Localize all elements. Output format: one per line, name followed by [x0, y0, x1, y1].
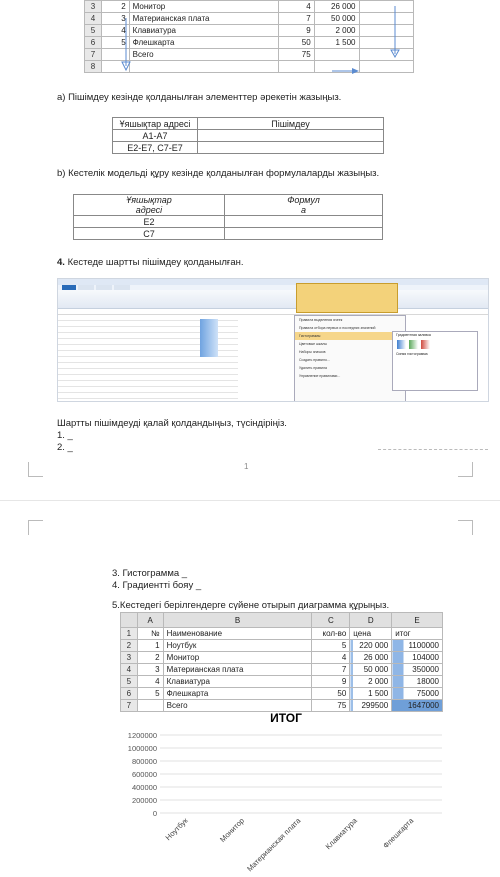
q4-prompt: Шартты пішімдеуді қалай қолдандыңыз, түсіндіріңіз.	[57, 418, 287, 429]
cell-d: цена	[350, 628, 392, 640]
column-header: C	[312, 613, 350, 628]
excel-screenshot	[57, 278, 489, 402]
cell-rn: 3	[85, 1, 102, 13]
cell-c: 50	[312, 688, 350, 700]
cell-e: итог	[392, 628, 443, 640]
table-row	[121, 640, 443, 652]
page-number: 1	[244, 462, 249, 471]
question-4: 4. Кестеде шартты пішімдеу қолданылған.	[57, 257, 244, 268]
cell-b: Монитор	[163, 652, 312, 664]
crop-mark	[458, 462, 473, 477]
item-4: 4. Градиентті бояу _	[112, 580, 202, 591]
table-row	[121, 628, 443, 640]
table-row	[121, 676, 443, 688]
cell-name: Всего	[129, 49, 278, 61]
cell-a: 5	[137, 688, 163, 700]
header-cell-formula: Формул а	[225, 195, 383, 216]
cell-d: 26 000	[350, 652, 392, 664]
cell-e: 18000	[392, 676, 443, 688]
column-header: B	[163, 613, 312, 628]
cell-rn: 1	[121, 628, 138, 640]
cell-d: 2 000	[350, 676, 392, 688]
cell-e: 350000	[392, 664, 443, 676]
chart-title: ИТОГ	[270, 711, 302, 725]
cell-a: №	[137, 628, 163, 640]
y-tick-label: 200000	[131, 796, 157, 805]
cell-n: 2	[101, 1, 129, 13]
cell-d: 50 000	[350, 664, 392, 676]
header-cell-address: Ұяшықтар адресі	[113, 118, 198, 130]
table-row: E2-E7, C7-E7	[113, 142, 198, 154]
cell-e: 75000	[392, 688, 443, 700]
cell-rn: 4	[85, 13, 102, 25]
y-tick-label: 1000000	[127, 744, 157, 753]
table-row	[121, 664, 443, 676]
cell-price: 1 500	[314, 37, 359, 49]
cell-qty: 9	[278, 25, 314, 37]
cell-a: 1	[137, 640, 163, 652]
table-row	[121, 688, 443, 700]
cell-c: 4	[312, 652, 350, 664]
table-a	[112, 117, 384, 154]
y-tick-label: 400000	[131, 783, 157, 792]
table-row: C7	[74, 228, 225, 240]
cell-d: 220 000	[350, 640, 392, 652]
cell-n: 4	[101, 25, 129, 37]
cell-rn: 3	[121, 652, 138, 664]
y-tick-label: 0	[152, 809, 157, 818]
cell-rn: 6	[121, 688, 138, 700]
cell-e: 104000	[392, 652, 443, 664]
cell-b: Ноутбук	[163, 640, 312, 652]
cell-rn: 8	[85, 61, 102, 73]
question-b: b) Кестелік модельді құру кезінде қолданылған формулаларды жазыңыз.	[57, 168, 380, 179]
cell-name: Клавиатура	[129, 25, 278, 37]
cell-b: Всего	[163, 700, 312, 712]
header-cell-address: Ұяшықтар адресі	[74, 195, 225, 216]
cell-price: 26 000	[314, 1, 359, 13]
cell-b: Клавиатура	[163, 676, 312, 688]
y-tick-label: 600000	[131, 770, 157, 779]
cell-rn: 7	[121, 700, 138, 712]
cell-rn: 6	[85, 37, 102, 49]
cell-qty: 7	[278, 13, 314, 25]
cell-d: 299500	[350, 700, 392, 712]
x-tick-label: Ноутбук	[163, 816, 190, 843]
column-header: E	[392, 613, 443, 628]
cell-qty: 75	[278, 49, 314, 61]
chart	[112, 702, 460, 872]
cell-price: 50 000	[314, 13, 359, 25]
cell-qty: 50	[278, 37, 314, 49]
cell-c: 9	[312, 676, 350, 688]
dashed-line	[378, 449, 488, 450]
cell-b: Материанская плата	[163, 664, 312, 676]
cf-menu: Правила выделения ячеек Правила отбора первых и последних значений Гистограммы Цветовые шкалы Наборы значков Создать правило... Удалить правила Управление правилами...	[294, 315, 406, 402]
crop-mark	[28, 462, 43, 477]
cell-rn: 4	[121, 664, 138, 676]
cell-name: Флешкарта	[129, 37, 278, 49]
x-tick-label: Монитор	[218, 816, 247, 845]
cell-b: Наименование	[163, 628, 312, 640]
answer-line-1: 1. _	[57, 430, 73, 441]
chart-svg	[112, 702, 460, 872]
cell-c: 7	[312, 664, 350, 676]
conditional-format-button	[296, 283, 398, 313]
cell-c: 5	[312, 640, 350, 652]
table-row: A1-A7	[113, 130, 198, 142]
cell-a: 2	[137, 652, 163, 664]
table-row	[121, 652, 443, 664]
cell-d: 1 500	[350, 688, 392, 700]
x-tick-label: Материанская плата	[245, 816, 303, 872]
cell-rn: 2	[121, 640, 138, 652]
cell-a: 4	[137, 676, 163, 688]
cell-name: Материанская плата	[129, 13, 278, 25]
y-tick-label: 800000	[131, 757, 157, 766]
bottom-spreadsheet	[120, 612, 443, 712]
crop-mark	[458, 520, 473, 535]
arrow-overlay	[84, 0, 414, 84]
cell-rn: 7	[85, 49, 102, 61]
ribbon	[58, 290, 488, 309]
cell-rn: 5	[121, 676, 138, 688]
answer-line-2: 2. _	[57, 442, 73, 453]
cell-c: 75	[312, 700, 350, 712]
column-header: D	[350, 613, 392, 628]
column-header	[121, 613, 138, 628]
x-tick-label: Флешкарта	[381, 816, 416, 851]
x-tick-label: Клавиатура	[323, 816, 359, 852]
question-5: 5.Кестедегі берілгендерге сүйене отырып диаграмма құрыңыз.	[112, 600, 390, 611]
mini-sheet	[58, 315, 238, 401]
cell-price: 2 000	[314, 25, 359, 37]
question-a: а) Пішімдеу кезінде қолданылған элементтер әрекетін жазыңыз.	[57, 92, 342, 103]
crop-mark	[28, 520, 43, 535]
header-cell-format: Пішімдеу	[198, 118, 384, 130]
gradient-panel: Градиентная заливка Синяя гистограмма	[392, 331, 478, 391]
cell-name: Монитор	[129, 1, 278, 13]
table-b	[73, 194, 383, 240]
cell-c: кол-во	[312, 628, 350, 640]
y-tick-label: 1200000	[127, 731, 157, 740]
cell-n: 5	[101, 37, 129, 49]
cell-n: 3	[101, 13, 129, 25]
cell-e: 1647000	[392, 700, 443, 712]
column-header: A	[137, 613, 163, 628]
databar-fill	[200, 319, 218, 357]
cell-b: Флешкарта	[163, 688, 312, 700]
top-spreadsheet	[84, 0, 414, 73]
table-row: E2	[74, 216, 225, 228]
cell-e: 1100000	[392, 640, 443, 652]
page-separator	[0, 500, 500, 501]
cell-qty: 4	[278, 1, 314, 13]
cell-a: 3	[137, 664, 163, 676]
item-3: 3. Гистограмма _	[112, 568, 188, 579]
cell-rn: 5	[85, 25, 102, 37]
